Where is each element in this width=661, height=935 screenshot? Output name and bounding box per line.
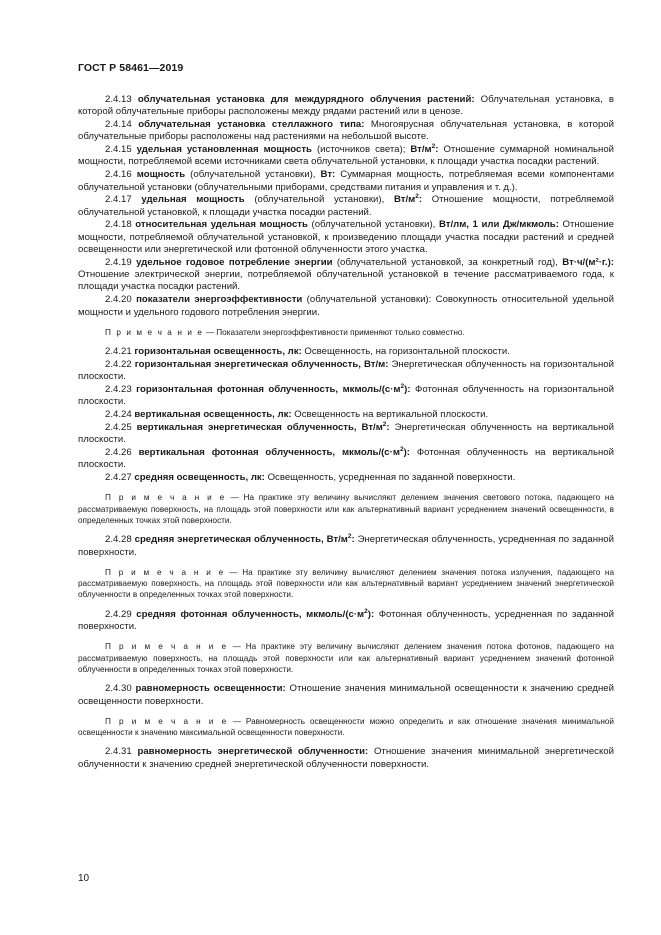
term-name: [139, 447, 410, 458]
term-entry: [78, 94, 614, 119]
unit-tail: :: [418, 194, 423, 206]
term-name: [134, 409, 291, 420]
term-definition: Фотонная облученность на вертикальной плоскости.: [78, 447, 615, 471]
note-label: П р и м е ч а н и е: [105, 642, 228, 652]
term-text: средняя энергетическая облученность, Вт/м: [134, 534, 348, 546]
term-name: [135, 219, 308, 230]
term-text: удельная мощность: [141, 194, 245, 206]
term-definition: Фотонная облученность, усредненная по заданной поверхности.: [78, 608, 614, 633]
term-definition: Облучательная установка, в которой облучательные приборы расположены между рядами растений или в ценозе.: [78, 94, 615, 118]
term-text: облучательная установка стеллажного типа:: [138, 119, 365, 131]
note-paragraph: [78, 716, 614, 739]
term-name: [137, 144, 312, 155]
term-name: [137, 169, 185, 180]
term-number: 2.4.14: [105, 119, 132, 131]
term-number: 2.4.17: [105, 194, 132, 206]
term-text: равномерность энергетической облученности:: [137, 746, 369, 758]
term-name: [134, 472, 265, 483]
term-text: горизонтальная энергетическая облученность, Вт/м:: [134, 358, 389, 370]
term-definition: Отношение электрической энергии, потребляемой облучательной установкой в течение рассматриваемого года, к площади участка посадки растений.: [78, 269, 614, 293]
term-entry: [78, 194, 614, 219]
term-name: [136, 384, 410, 395]
term-number: 2.4.21: [105, 346, 132, 358]
term-number: 2.4.29: [105, 608, 132, 620]
term-text: удельная установленная мощность: [136, 144, 312, 156]
term-unit: [394, 194, 422, 205]
term-name: [135, 534, 355, 545]
note-text: — Показатели энергоэффективности применяют только совместно.: [205, 327, 465, 337]
term-qualifier: (облучательной установки):: [306, 294, 432, 306]
unit-text: Вт/м: [393, 194, 416, 206]
term-qualifier: (облучательной установки),: [190, 169, 316, 181]
term-tail: ):: [403, 447, 410, 459]
term-name: [141, 194, 244, 205]
term-entry: [78, 294, 614, 319]
term-number: 2.4.24: [105, 409, 132, 421]
term-text: равномерность освещенности:: [135, 683, 286, 695]
term-text: мощность: [136, 169, 186, 181]
term-definition: Суммарная мощность, потребляемая всеми компонентами облучательной установки (облучательными приборами, средствами питания и управления и т. д.).: [78, 169, 615, 193]
document-body: [78, 94, 614, 772]
term-entry: [78, 257, 614, 294]
note-text: — Равномерность освещенности можно определить и как отношение значения минимальной освещенности к значению максимальной освещенности поверхности.: [78, 716, 614, 738]
term-name: [135, 359, 389, 370]
term-definition: Многоярусная облучательная установка, в которой облучательные приборы расположены над растениями на небольшой высоте.: [78, 119, 614, 143]
term-text: относительная удельная мощность: [135, 219, 308, 231]
note-paragraph: [78, 567, 614, 601]
term-name: [138, 119, 364, 130]
term-definition: Отношение значения минимальной освещенности к значению средней освещенности поверхности.: [78, 683, 614, 707]
term-number: 2.4.22: [105, 358, 132, 370]
term-text: вертикальная энергетическая облученность, Вт/м: [136, 421, 383, 433]
term-name: [135, 683, 285, 694]
term-definition: Энергетическая облученность на вертикальной плоскости.: [78, 421, 614, 446]
term-definition: Совокупность относительной удельной мощности и удельного годового потребления энергии.: [78, 294, 614, 318]
term-entry: [78, 534, 614, 559]
term-name: [137, 746, 368, 757]
unit-tail: :: [435, 144, 439, 156]
term-definition: Энергетическая облученность, усредненная по заданной поверхности.: [78, 534, 614, 558]
term-entry: [78, 609, 614, 634]
term-definition: Освещенность, усредненная по заданной поверхности.: [267, 472, 516, 484]
term-name: [138, 94, 475, 105]
term-text: удельное годовое потребление энергии: [136, 256, 333, 268]
page-number: 10: [78, 873, 90, 884]
term-entry: [78, 219, 614, 256]
term-number: 2.4.23: [105, 384, 132, 396]
term-name: [136, 257, 332, 268]
term-qualifier: (облучательной установки),: [311, 219, 436, 231]
term-entry: [78, 746, 614, 771]
document-header: ГОСТ Р 58461—2019: [78, 62, 184, 74]
term-definition: Отношение мощности, потребляемой облучательной установкой, к произведению площади участка посадки растений и средней освещенности или энергетической или фотонной облученности этого участка.: [78, 219, 615, 256]
note-text: — На практике эту величину вычисляют делением значения потока излучения, падающего на рассматриваемую поверхность, на площадь этой поверхности или как альтернативный вариант усреднением значений энергетической облученности в определенных точках этой поверхности.: [78, 567, 614, 600]
term-number: 2.4.13: [105, 94, 132, 105]
term-text: горизонтальная фотонная облученность, мкмоль/(с·м: [136, 384, 401, 396]
term-entry: [78, 472, 614, 484]
term-text: вертикальная освещенность, лк:: [134, 409, 292, 421]
term-number: 2.4.28: [105, 534, 132, 546]
term-unit: [321, 169, 336, 180]
term-qualifier: (облучательной установки),: [254, 194, 385, 206]
term-entry: [78, 119, 614, 144]
term-number: 2.4.26: [105, 447, 132, 459]
term-definition: Отношение мощности, потребляемой облучательной установкой, к площади участка посадки растений.: [78, 194, 614, 218]
term-entry: [78, 422, 614, 447]
term-text: средняя фотонная облученность, мкмоль/(с·м: [136, 608, 365, 620]
term-unit: [562, 257, 614, 268]
term-number: 2.4.27: [105, 472, 132, 484]
term-superscript: 2: [400, 382, 405, 390]
term-definition: Энергетическая облученность на горизонтальной плоскости.: [78, 358, 615, 383]
term-text: средняя освещенность, лк:: [134, 472, 265, 484]
term-text: облучательная установка для междурядного облучения растений:: [137, 94, 475, 105]
note-label: П р и м е ч а н и е: [105, 327, 204, 337]
term-tail: ):: [404, 384, 411, 396]
term-entry: [78, 683, 614, 708]
term-entry: [78, 169, 614, 194]
term-tail: :: [386, 421, 390, 433]
term-number: 2.4.20: [105, 294, 132, 306]
unit-superscript: 2: [431, 143, 436, 150]
term-definition: Фотонная облученность на горизонтальной плоскости.: [78, 384, 614, 408]
term-superscript: 2: [347, 533, 352, 541]
term-entry: [78, 447, 614, 472]
term-entry: [78, 359, 614, 384]
term-number: 2.4.30: [105, 683, 132, 695]
note-label: П р и м е ч а н и е: [105, 567, 225, 577]
term-text: показатели энергоэффективности: [136, 294, 303, 306]
term-text: горизонтальная освещенность, лк:: [134, 346, 302, 358]
term-tail: ):: [367, 608, 375, 620]
term-name: [136, 294, 302, 305]
note-label: П р и м е ч а н и е: [105, 493, 226, 503]
term-entry: [78, 384, 614, 409]
term-qualifier: (источников света);: [316, 144, 406, 156]
note-paragraph: [78, 327, 614, 338]
note-label: П р и м е ч а н и е: [105, 716, 228, 726]
unit-text: Вт·ч/(м²·г.):: [562, 256, 614, 268]
note-text: — На практике эту величину вычисляют делением значения потока фотонов, падающего на рассматриваемую поверхность, на площадь этой поверхности или как альтернативный вариант усреднением значений фотонной облученности в определенных точках этой поверхности.: [78, 642, 615, 674]
unit-superscript: 2: [415, 193, 419, 201]
term-entry: [78, 144, 614, 169]
term-number: 2.4.25: [105, 421, 132, 433]
term-superscript: 2: [399, 445, 404, 453]
term-qualifier: (облучательной установкой, за конкретный год),: [336, 256, 558, 268]
term-name: [134, 346, 301, 357]
term-number: 2.4.19: [105, 256, 132, 268]
term-entry: [78, 409, 614, 421]
term-definition: Освещенность на вертикальной плоскости.: [294, 409, 489, 421]
term-number: 2.4.16: [105, 169, 132, 181]
term-text: вертикальная фотонная облученность, мкмоль/(с·м: [138, 447, 400, 459]
term-superscript: 2: [364, 607, 368, 615]
note-text: — На практике эту величину вычисляют делением значения светового потока, падающего на рассматриваемую поверхность, на площадь этой поверхности или как альтернативный вариант усреднением значений освещенности, в определенных точках этой поверхности.: [78, 493, 615, 525]
term-entry: [78, 346, 614, 358]
term-definition: Освещенность, на горизонтальной плоскости.: [304, 346, 510, 358]
note-paragraph: [78, 492, 614, 526]
note-paragraph: [78, 641, 614, 675]
unit-text: Вт:: [320, 169, 336, 181]
term-unit: [410, 144, 438, 155]
term-number: 2.4.18: [105, 219, 132, 231]
unit-text: Вт/лм, 1 или Дж/мкмоль:: [438, 219, 559, 231]
term-definition: Отношение суммарной номинальной мощности, потребляемой всеми источниками света облучательной установки, к площади участка посадки растений.: [78, 144, 615, 168]
term-superscript: 2: [382, 420, 387, 428]
term-tail: :: [351, 534, 355, 546]
term-name: [136, 609, 374, 620]
term-definition: Отношение значения минимальной энергетической облученности к значению средней энергетической облученности поверхности.: [78, 746, 614, 770]
term-number: 2.4.15: [105, 144, 132, 156]
unit-text: Вт/м: [410, 144, 432, 156]
term-number: 2.4.31: [105, 746, 132, 758]
term-name: [137, 422, 390, 433]
term-unit: [439, 219, 559, 230]
